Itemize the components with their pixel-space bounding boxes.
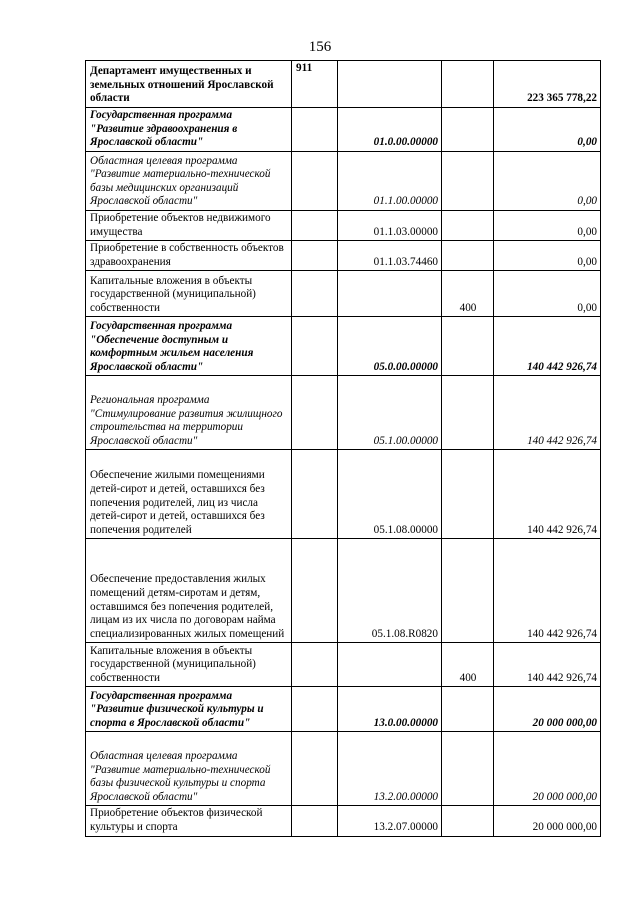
row-admin-code: 911 [292,61,338,108]
row-expense-type [442,108,494,152]
row-admin-code [292,806,338,836]
row-amount: 140 442 926,74 [494,317,601,376]
row-expense-type [442,450,494,539]
table-row [86,61,601,108]
row-admin-code [292,643,338,687]
row-target-code: 05.1.08.R0820 [338,539,442,643]
row-expense-type [442,211,494,241]
table-row [86,687,601,732]
table-row [86,732,601,806]
row-amount: 140 442 926,74 [494,643,601,687]
row-target-code: 05.1.00.00000 [338,376,442,450]
row-amount: 223 365 778,22 [494,61,601,108]
row-admin-code [292,211,338,241]
row-amount: 0,00 [494,271,601,317]
row-target-code: 05.0.00.00000 [338,317,442,376]
table-row [86,108,601,152]
row-target-code [338,643,442,687]
row-amount: 0,00 [494,108,601,152]
table-row [86,271,601,317]
row-target-code: 05.1.08.00000 [338,450,442,539]
row-expense-type [442,687,494,732]
row-target-code: 01.0.00.00000 [338,108,442,152]
row-expense-type [442,152,494,211]
row-admin-code [292,317,338,376]
row-target-code [338,271,442,317]
table-row [86,152,601,211]
row-name: Департамент имущественных и земельных отношений Ярославской области [86,61,292,108]
row-target-code: 01.1.00.00000 [338,152,442,211]
row-target-code: 13.0.00.00000 [338,687,442,732]
row-target-code: 01.1.03.00000 [338,211,442,241]
row-expense-type: 400 [442,271,494,317]
row-name: Государственная программа "Развитие здравоохранения в Ярославской области" [86,108,292,152]
row-admin-code [292,241,338,271]
row-expense-type [442,61,494,108]
row-expense-type: 400 [442,643,494,687]
row-amount: 0,00 [494,211,601,241]
row-admin-code [292,376,338,450]
row-name: Обеспечение предоставления жилых помещений детям-сиротам и детям, оставшимся без попечения родителей, лицам из их числа по договорам найма специализированных жилых помещений [86,539,292,643]
row-name: Государственная программа "Развитие физической культуры и спорта в Ярославской области" [86,687,292,732]
row-name: Приобретение в собственность объектов здравоохранения [86,241,292,271]
table-row [86,539,601,643]
row-name: Региональная программа "Стимулирование развития жилищного строительства на территории Ярославской области" [86,376,292,450]
row-amount: 0,00 [494,241,601,271]
row-target-code [338,61,442,108]
row-name: Приобретение объектов физической культуры и спорта [86,806,292,836]
row-name: Государственная программа "Обеспечение доступным и комфортным жильем населения Ярославской области" [86,317,292,376]
row-admin-code [292,450,338,539]
page-number: 156 [308,39,332,55]
row-amount: 140 442 926,74 [494,376,601,450]
row-admin-code [292,152,338,211]
row-admin-code [292,271,338,317]
row-expense-type [442,376,494,450]
row-expense-type [442,241,494,271]
row-amount: 20 000 000,00 [494,687,601,732]
row-amount: 20 000 000,00 [494,806,601,836]
row-expense-type [442,539,494,643]
row-amount: 20 000 000,00 [494,732,601,806]
table-row [86,450,601,539]
row-name: Областная целевая программа "Развитие материально-технической базы медицинских организаций Ярославской области" [86,152,292,211]
row-name: Приобретение объектов недвижимого имущества [86,211,292,241]
row-name: Капитальные вложения в объекты государственной (муниципальной) собственности [86,643,292,687]
row-target-code: 13.2.07.00000 [338,806,442,836]
row-amount: 0,00 [494,152,601,211]
row-target-code: 01.1.03.74460 [338,241,442,271]
row-amount: 140 442 926,74 [494,539,601,643]
row-expense-type [442,317,494,376]
row-target-code: 13.2.00.00000 [338,732,442,806]
row-name: Областная целевая программа "Развитие материально-технической базы физической культуры и спорта Ярославской области" [86,732,292,806]
row-expense-type [442,806,494,836]
row-amount: 140 442 926,74 [494,450,601,539]
row-admin-code [292,539,338,643]
table-row [86,806,601,836]
row-admin-code [292,732,338,806]
row-admin-code [292,687,338,732]
row-name: Обеспечение жилыми помещениями детей-сирот и детей, оставшихся без попечения родителей, лиц из числа детей-сирот и детей, оставшихся без попечения родителей [86,450,292,539]
table-row [86,317,601,376]
row-admin-code [292,108,338,152]
budget-table-body [86,61,601,837]
table-row [86,376,601,450]
row-name: Капитальные вложения в объекты государственной (муниципальной) собственности [86,271,292,317]
table-row [86,241,601,271]
row-expense-type [442,732,494,806]
budget-table [85,60,601,837]
table-row [86,211,601,241]
table-row [86,643,601,687]
